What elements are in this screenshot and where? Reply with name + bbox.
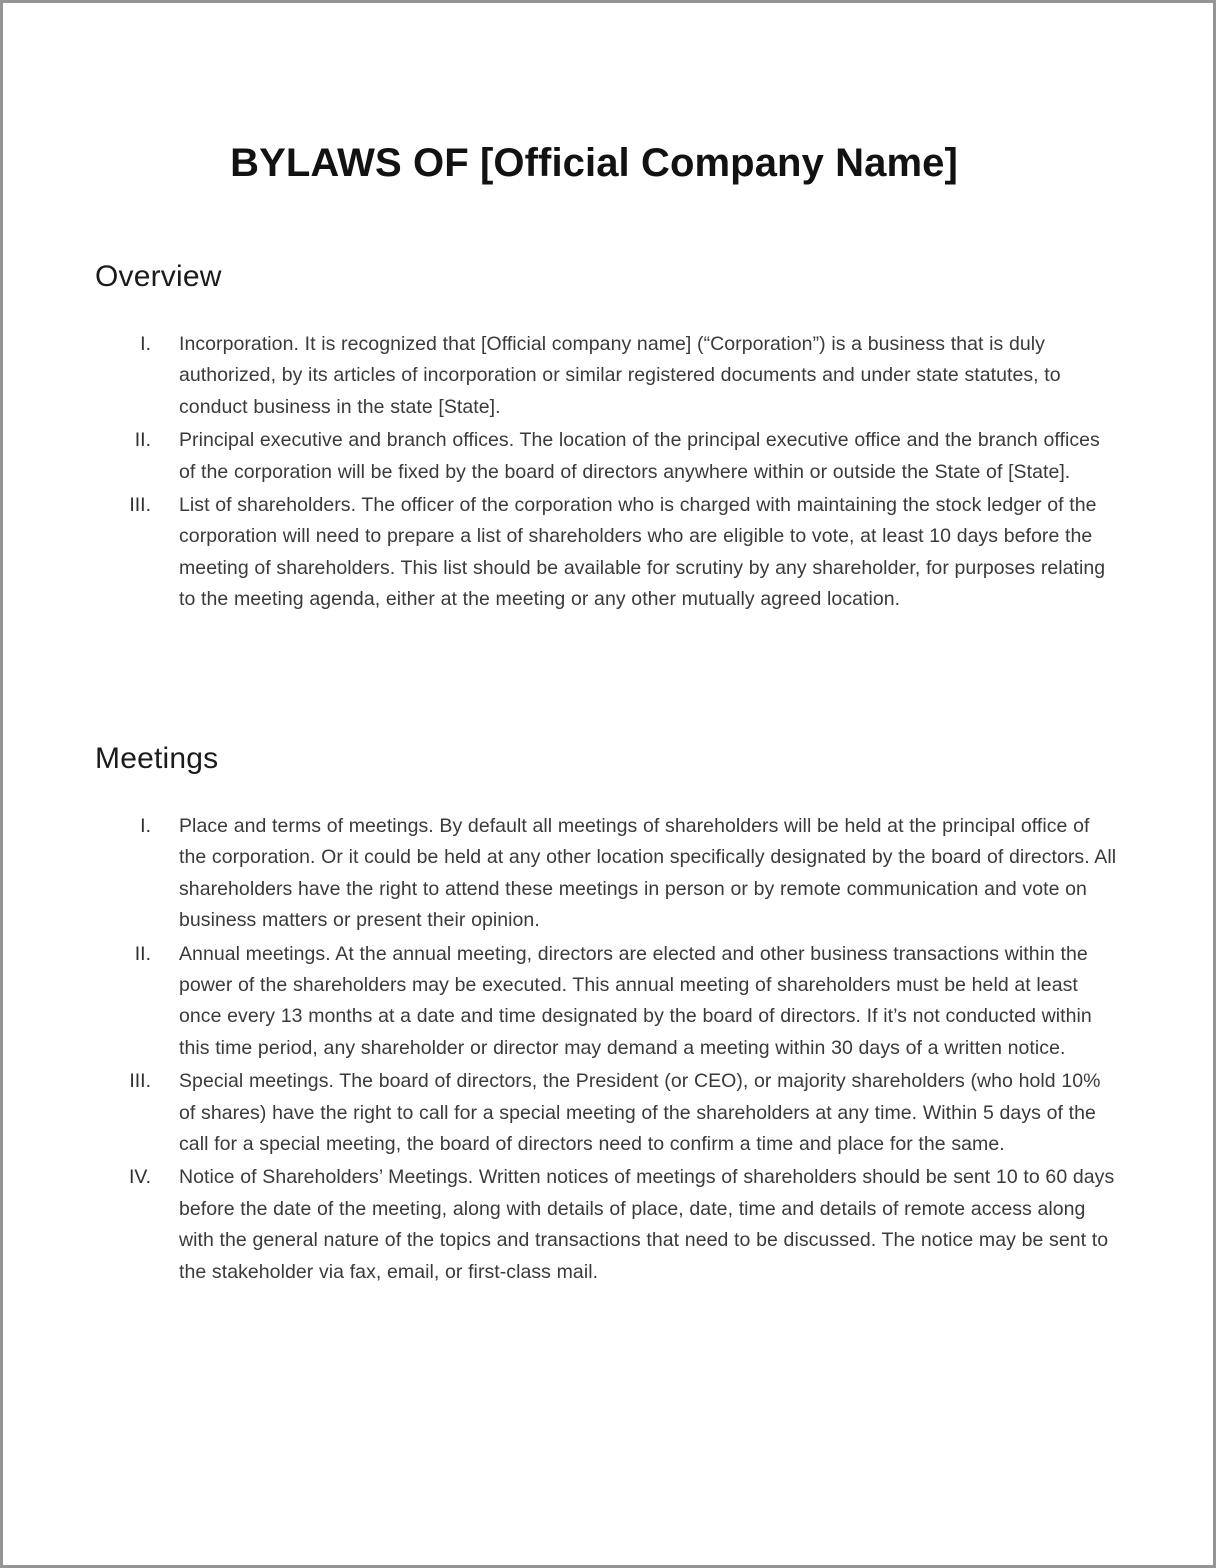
list-item-text: Special meetings. The board of directors, the President (or CEO), or majority shareholders (who hold 10% of shares) have the right to call for a special meeting of the shareholders at any time. Within 5 days of the call for a special meeting, the board of directors need to confirm a time and place for the same. — [179, 1070, 1101, 1156]
list-item-text: Principal executive and branch offices. The location of the principal executive office and the branch offices of the corporation will be fixed by the board of directors anywhere within or outside the State of [State]. — [179, 429, 1100, 483]
list-item-marker: II. — [134, 942, 151, 965]
list-item-text: Annual meetings. At the annual meeting, directors are elected and other business transactions within the power of the shareholders may be executed. This annual meeting of shareholders must be held at least once every 13 months at a date and time designated by the board of directors. If it’s not conducted within this time period, any shareholder or director may demand a meeting within 30 days of a written notice. — [179, 942, 1092, 1059]
list-item-marker: I. — [140, 815, 151, 837]
list-item-marker: II. — [134, 429, 151, 452]
list-item-text: Notice of Shareholders’ Meetings. Written notices of meetings of shareholders should be sent 10 to 60 days before the date of the meeting, along with details of place, date, time and details of remote access along with the general nature of the topics and transactions that need to be discussed. The notice may be sent to the stakeholder via fax, email, or first-class mail. — [179, 1166, 1115, 1283]
list-item-marker: IV. — [128, 1166, 151, 1189]
section-meetings — [95, 741, 1121, 1290]
document-body — [3, 3, 1213, 1565]
list-item — [95, 811, 1121, 937]
list-item-text: Incorporation. It is recognized that [Official company name] (“Corporation”) is a business that is duly authorized, by its articles of incorporation or similar registered documents and under state statutes, to conduct business in the state [State]. — [179, 333, 1061, 418]
list-item — [95, 425, 1121, 488]
list-item — [95, 1162, 1121, 1288]
section-heading-meetings: Meetings — [95, 742, 219, 775]
list-item-text: Place and terms of meetings. By default all meetings of shareholders will be held at the principal office of the corporation. Or it could be held at any other location specifically designated by the board of directors. All shareholders have the right to attend these meetings in person or by remote communication and vote on business matters or present their opinion. — [179, 815, 1117, 932]
list-item-marker: III. — [129, 1070, 151, 1093]
list-item-marker: I. — [140, 333, 151, 355]
list-item-marker: III. — [129, 494, 151, 517]
list-item — [95, 490, 1121, 616]
meetings-list — [95, 811, 1121, 1288]
list-item — [95, 1066, 1121, 1160]
overview-list — [95, 329, 1121, 616]
page-title: BYLAWS OF [Official Company Name] — [230, 140, 958, 185]
list-item-text: List of shareholders. The officer of the corporation who is charged with maintaining the stock ledger of the corporation will need to prepare a list of shareholders who are eligible to vote, at least 10 days before the meeting of shareholders. This list should be available for scrutiny by any shareholder, for purposes relating to the meeting agenda, either at the meeting or any other mutually agreed location. — [179, 494, 1106, 611]
list-item — [95, 329, 1121, 423]
section-overview — [95, 259, 1121, 618]
list-item — [95, 939, 1121, 1065]
section-heading-overview: Overview — [95, 260, 222, 293]
